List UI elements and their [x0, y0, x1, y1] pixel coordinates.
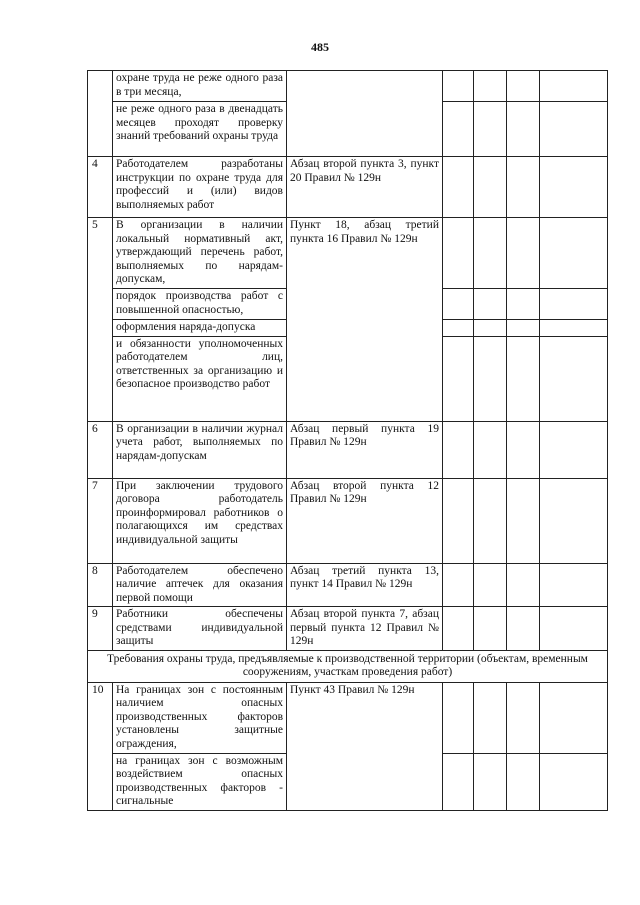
answer-yes-cell[interactable]: [443, 563, 474, 607]
requirement-text: и обязанности уполномоченных работодателем лиц, ответственных за организацию и безопасное производство работ: [113, 336, 287, 421]
answer-yes-cell[interactable]: [443, 157, 474, 218]
row-number: 5: [88, 218, 113, 422]
notes-cell[interactable]: [540, 289, 608, 320]
notes-cell[interactable]: [540, 71, 608, 102]
answer-yes-cell[interactable]: [443, 682, 474, 753]
requirement-text: охране труда не реже одного раза в три месяца,: [113, 71, 287, 102]
answer-na-cell[interactable]: [507, 320, 540, 337]
answer-yes-cell[interactable]: [443, 753, 474, 810]
answer-na-cell[interactable]: [507, 157, 540, 218]
answer-no-cell[interactable]: [474, 563, 507, 607]
requirement-text: порядок производства работ с повышенной опасностью,: [113, 289, 287, 320]
answer-yes-cell[interactable]: [443, 336, 474, 421]
table-row: [88, 682, 608, 753]
answer-no-cell[interactable]: [474, 753, 507, 810]
answer-no-cell[interactable]: [474, 336, 507, 421]
answer-yes-cell[interactable]: [443, 607, 474, 651]
row-number: 8: [88, 563, 113, 607]
answer-yes-cell[interactable]: [443, 218, 474, 289]
answer-na-cell[interactable]: [507, 218, 540, 289]
answer-no-cell[interactable]: [474, 218, 507, 289]
notes-cell[interactable]: [540, 682, 608, 753]
legal-reference: Пункт 18, абзац третий пункта 16 Правил № 129н: [287, 218, 443, 422]
table-row: [88, 478, 608, 563]
requirement-text: На границах зон с постоянным наличием опасных производственных факторов установлены защитные ограждения,: [113, 682, 287, 753]
answer-no-cell[interactable]: [474, 71, 507, 102]
row-number: 6: [88, 421, 113, 478]
legal-reference: [287, 71, 443, 157]
answer-na-cell[interactable]: [507, 753, 540, 810]
answer-na-cell[interactable]: [507, 478, 540, 563]
notes-cell[interactable]: [540, 157, 608, 218]
requirement-text: не реже одного раза в двенадцать месяцев проходят проверку знаний требований охраны труда: [113, 102, 287, 157]
requirement-text: В организации в наличии локальный нормативный акт, утверждающий перечень работ, выполняемых по нарядам-допускам,: [113, 218, 287, 289]
table-row: [88, 71, 608, 102]
answer-no-cell[interactable]: [474, 289, 507, 320]
notes-cell[interactable]: [540, 563, 608, 607]
answer-no-cell[interactable]: [474, 682, 507, 753]
notes-cell[interactable]: [540, 478, 608, 563]
notes-cell[interactable]: [540, 320, 608, 337]
table-row: [88, 607, 608, 651]
requirement-text: Работники обеспечены средствами индивидуальной защиты: [113, 607, 287, 651]
answer-na-cell[interactable]: [507, 607, 540, 651]
table-row: [88, 218, 608, 289]
answer-yes-cell[interactable]: [443, 71, 474, 102]
row-number: 10: [88, 682, 113, 810]
section-header: Требования охраны труда, предъявляемые к производственной территории (объектам, временным сооружениям, участкам проведения работ): [88, 650, 608, 682]
legal-reference: Абзац второй пункта 12 Правил № 129н: [287, 478, 443, 563]
answer-yes-cell[interactable]: [443, 478, 474, 563]
answer-yes-cell[interactable]: [443, 421, 474, 478]
answer-yes-cell[interactable]: [443, 102, 474, 157]
legal-reference: Абзац второй пункта 3, пункт 20 Правил № 129н: [287, 157, 443, 218]
table-row: [88, 157, 608, 218]
row-number: 9: [88, 607, 113, 651]
legal-reference: Абзац первый пункта 19 Правил № 129н: [287, 421, 443, 478]
answer-yes-cell[interactable]: [443, 320, 474, 337]
answer-na-cell[interactable]: [507, 563, 540, 607]
legal-reference: Абзац третий пункта 13, пункт 14 Правил № 129н: [287, 563, 443, 607]
answer-na-cell[interactable]: [507, 102, 540, 157]
answer-no-cell[interactable]: [474, 607, 507, 651]
answer-na-cell[interactable]: [507, 71, 540, 102]
requirement-text: Работодателем разработаны инструкции по охране труда для профессий и (или) видов выполняемых работ: [113, 157, 287, 218]
row-number: 4: [88, 157, 113, 218]
table-row: [88, 563, 608, 607]
answer-no-cell[interactable]: [474, 478, 507, 563]
notes-cell[interactable]: [540, 607, 608, 651]
page-number: 485: [311, 40, 329, 54]
table-row: [88, 421, 608, 478]
answer-na-cell[interactable]: [507, 336, 540, 421]
answer-no-cell[interactable]: [474, 320, 507, 337]
legal-reference: Абзац второй пункта 7, абзац первый пункта 12 Правил № 129н: [287, 607, 443, 651]
checklist-table: [87, 70, 608, 811]
requirement-text: оформления наряда-допуска: [113, 320, 287, 337]
legal-reference: Пункт 43 Правил № 129н: [287, 682, 443, 810]
requirement-text: Работодателем обеспечено наличие аптечек для оказания первой помощи: [113, 563, 287, 607]
section-header-row: [88, 650, 608, 682]
answer-yes-cell[interactable]: [443, 289, 474, 320]
requirement-text: на границах зон с возможным воздействием опасных производственных факторов - сигнальные: [113, 753, 287, 810]
row-number: [88, 71, 113, 157]
notes-cell[interactable]: [540, 421, 608, 478]
answer-no-cell[interactable]: [474, 102, 507, 157]
answer-no-cell[interactable]: [474, 421, 507, 478]
answer-na-cell[interactable]: [507, 682, 540, 753]
notes-cell[interactable]: [540, 218, 608, 289]
answer-na-cell[interactable]: [507, 289, 540, 320]
requirement-text: В организации в наличии журнал учета работ, выполняемых по нарядам-допускам: [113, 421, 287, 478]
answer-na-cell[interactable]: [507, 421, 540, 478]
notes-cell[interactable]: [540, 336, 608, 421]
answer-no-cell[interactable]: [474, 157, 507, 218]
row-number: 7: [88, 478, 113, 563]
notes-cell[interactable]: [540, 102, 608, 157]
requirement-text: При заключении трудового договора работодатель проинформировал работников о полагающихся им средствах индивидуальной защиты: [113, 478, 287, 563]
notes-cell[interactable]: [540, 753, 608, 810]
